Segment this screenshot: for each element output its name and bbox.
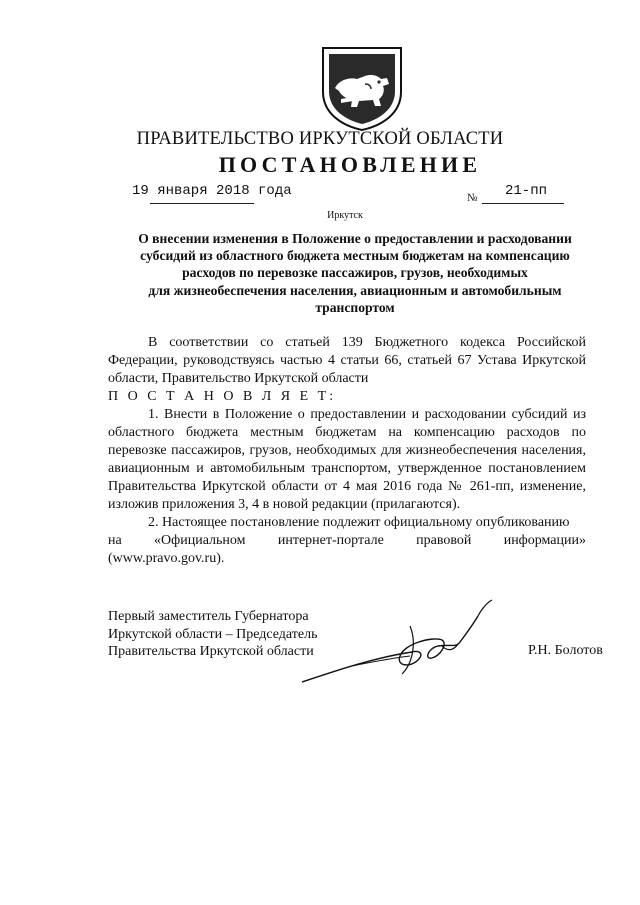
preamble-paragraph: В соответствии со статьей 139 Бюджетного кодекса Российской Федерации, руководствуясь частью 4 статьи 66, статьей 67 Устава Иркутской области, Правительство Иркутской области: [108, 335, 586, 386]
position-line: Правительства Иркутской области: [108, 644, 314, 659]
date-underline: [150, 203, 254, 204]
position-line: Первый заместитель Губернатора: [108, 609, 309, 624]
number-sign: №: [467, 192, 478, 204]
item-2-line-1: 2. Настоящее постановление подлежит официальному опубликованию: [148, 515, 570, 530]
signatory-position: [108, 608, 317, 661]
position-line: Иркутской области – Председатель: [108, 626, 318, 642]
resolves-label: П О С Т А Н О В Л Я Е Т:: [108, 389, 337, 404]
heading-line: для жизнеобеспечения населения, авиационным и автомобильным: [148, 282, 562, 298]
document-date: 19 января 2018 года: [132, 183, 292, 199]
number-underline: [482, 203, 564, 204]
item-1-paragraph: 1. Внести в Положение о предоставлении и расходовании субсидий из областного бюджета местным бюджетам на компенсацию расходов по перевозке пассажиров, грузов, необходимых для жизнеобеспечения населения, авиационным и автомобильным транспортом, утвержденное постановлением Правительства Иркутской области от 4 мая 2016 года № 261-пп, изменение, изложив приложения 3, 4 в новой редакции (прилагаются).: [108, 407, 586, 512]
signatory-name: Р.Н. Болотов: [528, 643, 603, 658]
document-number: 21-пп: [505, 183, 548, 199]
document-heading: [120, 230, 590, 316]
handwritten-signature: [292, 596, 502, 688]
document-type: ПОСТАНОВЛЕНИЕ: [218, 152, 482, 177]
item-2-line-3: (www.pravo.gov.ru).: [108, 551, 225, 566]
coat-of-arms-icon: [319, 44, 405, 132]
heading-line: транспортом: [315, 299, 395, 315]
heading-line: субсидий из областного бюджета местным бюджетам на компенсацию: [140, 248, 570, 264]
heading-line: О внесении изменения в Положение о предоставлении и расходовании: [138, 231, 572, 246]
city-label: Иркутск: [327, 210, 363, 221]
document-body: [108, 334, 586, 568]
item-2-line-2: на «Официальном интернет-портале правовой информации»: [108, 533, 586, 548]
issuer-title: ПРАВИТЕЛЬСТВО ИРКУТСКОЙ ОБЛАСТИ: [136, 129, 504, 149]
heading-line: расходов по перевозке пассажиров, грузов, необходимых: [182, 265, 528, 281]
